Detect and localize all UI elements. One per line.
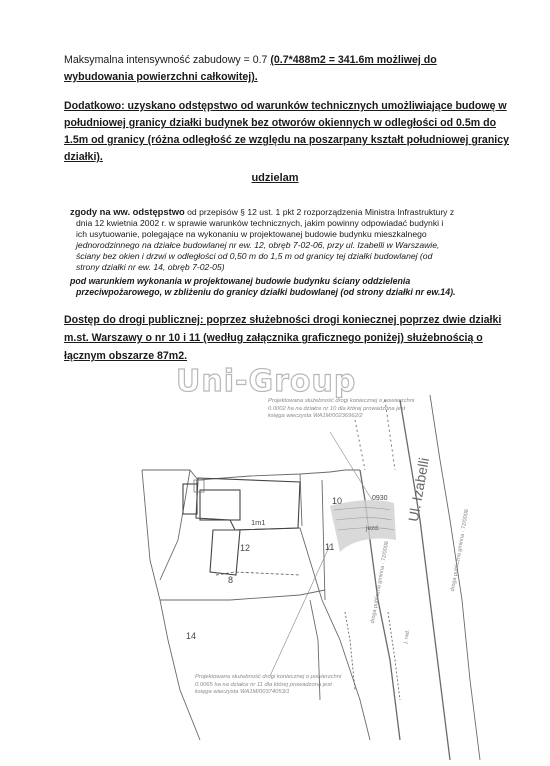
map-note-top-line-2: 0.0002 ha na działce nr 10 dla której prowadzona jest: [268, 405, 406, 412]
access-line-1: Dostęp do drogi publicznej: poprzez służebności drogi koniecznej poprzez dwie działki: [64, 314, 502, 326]
parcel-label-10: 10: [332, 496, 343, 506]
decision-line-6: strony działki nr ew. 14, obręb 7-02-05): [76, 262, 225, 272]
exemption-line-1: Dodatkowo: uzyskano odstępstwo od warunków technicznych umożliwiające budowę w: [64, 100, 507, 112]
intensity-line-2: wybudowania powierzchni całkowitej).: [64, 71, 258, 83]
decision-line-1-text: od przepisów § 12 ust. 1 pkt 2 rozporządzenia Ministra Infrastruktury z: [184, 207, 455, 217]
decision-line-5: ściany bez okien i drzwi w odległości od 0,50 m do 1,5 m od granicy tej działki budowlanej (od: [76, 251, 433, 261]
street-note-label: droga publiczna gminna - 72/0008: [449, 508, 471, 592]
decision-heading-text: udzielam: [251, 172, 299, 184]
decision-line-4: jednorodzinnego na działce budowlanej nr ew. 12, obręb 7-02-06, przy ul. Izabelli w Warszawie,: [76, 240, 440, 250]
building-outline: [183, 478, 300, 575]
map-note-top-line-3: księga wieczysta WA1M/00236962/2: [268, 413, 363, 419]
access-line-3: łącznym obszarze 87m2.: [64, 350, 188, 362]
map-note-top: [268, 398, 414, 421]
map-note-bottom-line-1: Projektowana służebność drogi koniecznej o powierzchni: [195, 674, 342, 680]
decision-line-3: ich usytuowanie, polegające na wykonaniu w projektowanej budowie budynku mieszkalnego: [76, 229, 427, 239]
parcel-label-11: 11: [325, 542, 335, 552]
road-code-label: 0930: [372, 495, 388, 502]
intensity-label: Maksymalna intensywność zabudowy = 0.7: [64, 54, 271, 66]
street-side-label-1: droga publiczna gminna - 72/0008: [369, 540, 391, 624]
exemption-line-2: południowej granicy działki budynek bez otworów okiennych w odległości od 0.5m do: [64, 117, 497, 129]
parcel-label-8: 8: [228, 575, 234, 585]
street-name-label: Ul. Izabelli: [405, 456, 432, 523]
intensity-value: (0.7*488m2 = 341.6m możliwej do: [270, 54, 437, 66]
parcel-boundaries: [142, 395, 480, 760]
map-note-bottom: [195, 674, 341, 697]
parcel-label-14: 14: [186, 631, 197, 641]
leader-lines: [270, 432, 372, 676]
watermark-text: Uni-Group: [176, 364, 357, 399]
exemption-line-3: 1.5m od granicy (różna odległość ze względu na poszarpany kształt południowej granicy: [64, 134, 510, 146]
street-side-label-2: j. rad.: [402, 629, 412, 644]
decision-line-2: dnia 12 kwietnia 2002 r. w sprawie warunków technicznych, jakim powinny odpowiadać budynki i: [76, 218, 444, 228]
decision-lead: zgody na ww. odstępstwo: [70, 206, 185, 217]
access-line-2: m.st. Warszawy o nr 10 i 11 (według załącznika graficznego poniżej) służebnością o: [64, 332, 483, 344]
jezd-label: jezd.: [366, 525, 380, 532]
map-note-top-line-1: Projektowana służebność drogi koniecznej o powierzchni: [268, 398, 415, 404]
marker-label-l: L: [196, 480, 200, 486]
exemption-line-4: działki).: [64, 151, 103, 163]
decision-condition-1: pod warunkiem wykonania w projektowanej budowie budynku ściany oddzielenia: [70, 276, 411, 286]
building-label: 1m1: [251, 518, 266, 527]
map-note-bottom-line-2: 0.0065 ha na działce nr 11 dla której prowadzona jest: [195, 681, 332, 688]
decision-condition-2: przeciwpożarowego, w zbliżeniu do granicy działki budowlanej (od strony działki nr ew.14).: [76, 287, 456, 297]
parcel-label-12: 12: [240, 543, 251, 553]
map-note-bottom-line-3: księga wieczysta WA1M/00374053/1: [195, 689, 290, 695]
